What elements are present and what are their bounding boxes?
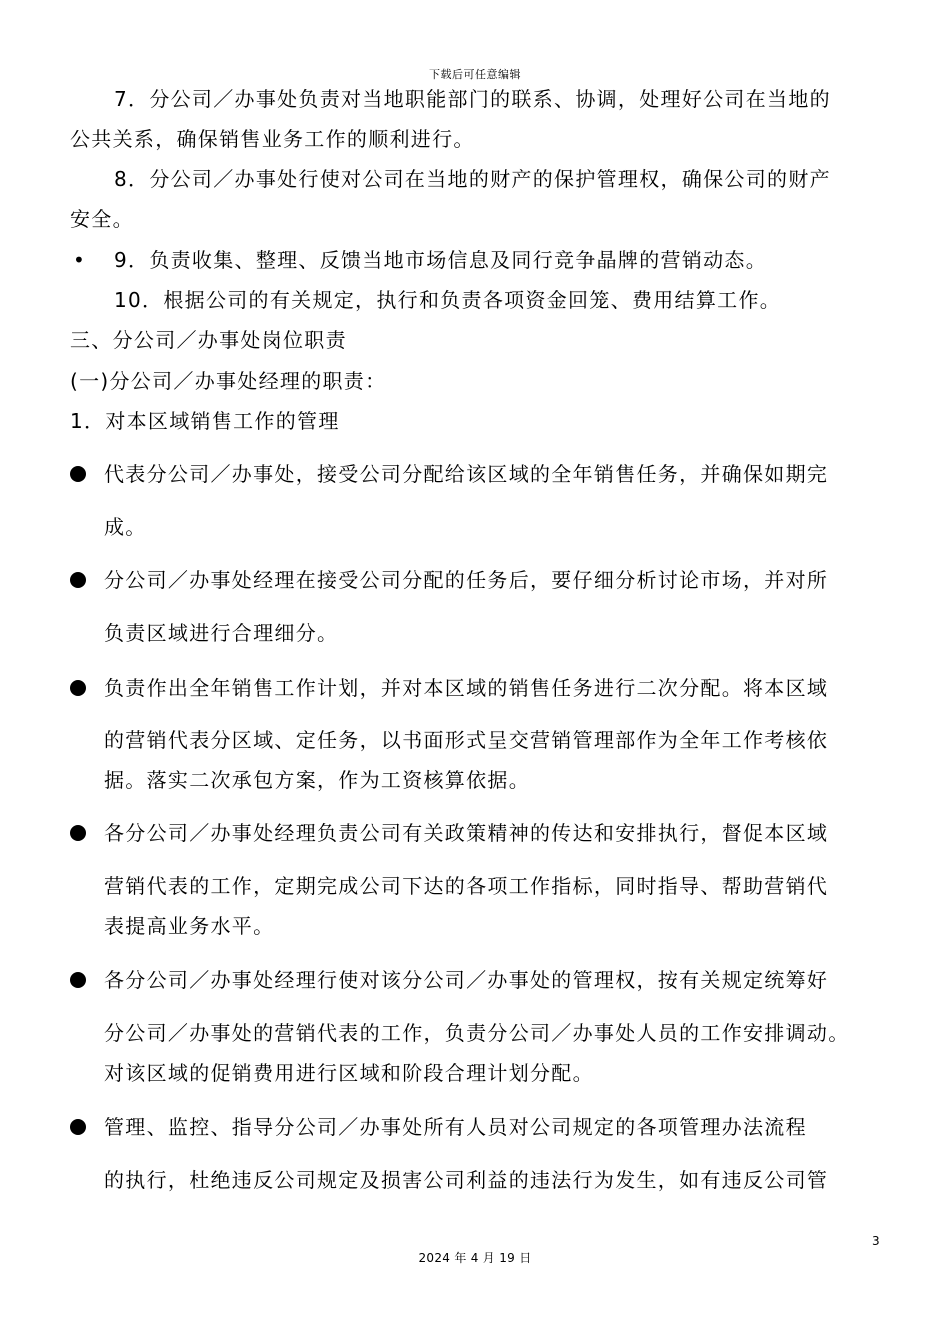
list-item-line: 各分公司／办事处经理负责公司有关政策精神的传达和安排执行，督促本区域 — [104, 821, 829, 845]
list-item-line: 分公司／办事处经理在接受公司分配的任务后，要仔细分析讨论市场，并对所 — [104, 568, 829, 592]
list-item-line: 的执行，杜绝违反公司规定及损害公司利益的违法行为发生，如有违反公司管 — [104, 1168, 829, 1192]
paragraph-line: 9．负责收集、整理、反馈当地市场信息及同行竞争晶牌的营销动态。 — [114, 248, 768, 272]
item-heading: 1．对本区域销售工作的管理 — [70, 409, 340, 433]
paragraph-line: 公共关系，确保销售业务工作的顺利进行。 — [70, 127, 475, 151]
list-item-line: 表提高业务水平。 — [104, 914, 275, 938]
list-item-line: 营销代表的工作，定期完成公司下达的各项工作指标，同时指导、帮助营销代 — [104, 874, 829, 898]
paragraph-line: 安全。 — [70, 207, 134, 231]
paragraph-line: 10．根据公司的有关规定，执行和负责各项资金回笼、费用结算工作。 — [114, 288, 782, 312]
bullet-icon — [70, 1119, 86, 1135]
footer-date: 2024 年 4 月 19 日 — [418, 1251, 532, 1265]
paragraph-line: 8．分公司／办事处行使对公司在当地的财产的保护管理权，确保公司的财产 — [114, 167, 831, 191]
list-item-line: 负责区域进行合理细分。 — [104, 621, 339, 645]
bullet-icon — [70, 572, 86, 588]
list-item-line: 分公司／办事处的营销代表的工作，负责分公司／办事处人员的工作安排调动。 — [104, 1021, 850, 1045]
list-item-line: 的营销代表分区域、定任务，以书面形式呈交营销管理部作为全年工作考核依 — [104, 728, 829, 752]
page-number: 3 — [872, 1234, 880, 1248]
bullet-icon — [70, 680, 86, 696]
list-item-line: 各分公司／办事处经理行使对该分公司／办事处的管理权，按有关规定统筹好 — [104, 968, 829, 992]
header-note: 下载后可任意编辑 — [429, 68, 521, 81]
small-bullet-icon: • — [73, 248, 85, 272]
paragraph-line: 7．分公司／办事处负责对当地职能部门的联系、协调，处理好公司在当地的 — [114, 87, 831, 111]
list-item-line: 成。 — [104, 515, 147, 539]
list-item-line: 负责作出全年销售工作计划，并对本区域的销售任务进行二次分配。将本区域 — [104, 676, 829, 700]
bullet-icon — [70, 466, 86, 482]
bullet-icon — [70, 825, 86, 841]
list-item-line: 管理、监控、指导分公司／办事处所有人员对公司规定的各项管理办法流程 — [104, 1115, 807, 1139]
subsection-heading: (一)分公司／办事处经理的职责： — [70, 369, 387, 393]
section-heading: 三、分公司／办事处岗位职责 — [70, 328, 347, 352]
list-item-line: 对该区域的促销费用进行区域和阶段合理计划分配。 — [104, 1061, 594, 1085]
list-item-line: 据。落实二次承包方案，作为工资核算依据。 — [104, 768, 530, 792]
bullet-icon — [70, 972, 86, 988]
list-item-line: 代表分公司／办事处，接受公司分配给该区域的全年销售任务，并确保如期完 — [104, 462, 829, 486]
